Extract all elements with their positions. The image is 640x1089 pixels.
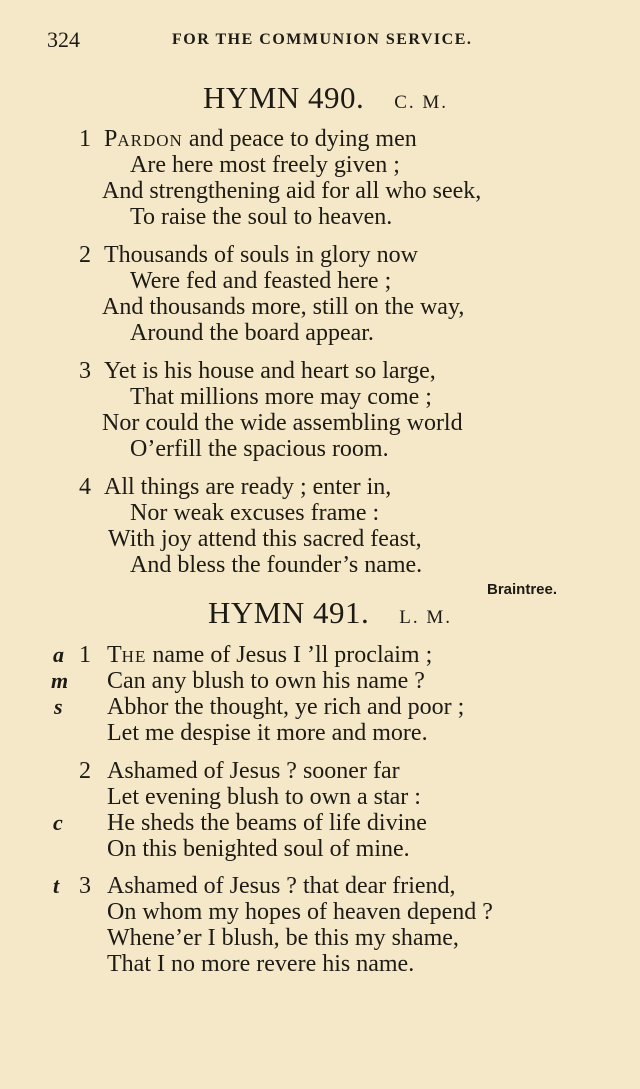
verse-line: On this benighted soul of mine. <box>107 836 410 862</box>
verse-line: Are here most freely given ; <box>130 152 400 178</box>
hymn-491-title <box>208 595 452 631</box>
verse-line: Can any blush to own his name ? <box>107 668 425 694</box>
verse-line: Around the board appear. <box>130 320 374 346</box>
verse-number: 1 <box>79 126 91 152</box>
verse-line: All things are ready ; enter in, <box>104 474 392 500</box>
verse-line: On whom my hopes of heaven depend ? <box>107 899 493 925</box>
hymn-491-number: HYMN 491. <box>208 595 370 630</box>
verse-line: Let me despise it more and more. <box>107 720 428 746</box>
verse-line: Whene’er I blush, be this my shame, <box>107 925 459 951</box>
verse-line: With joy attend this sacred feast, <box>108 526 422 552</box>
hymn-490-meter: C. M. <box>394 92 449 113</box>
expression-mark: t <box>53 873 60 898</box>
verse-line: To raise the soul to heaven. <box>130 204 393 230</box>
verse-line: Abhor the thought, ye rich and poor ; <box>107 694 465 720</box>
verse-line: That millions more may come ; <box>130 384 432 410</box>
tune-name: Braintree. <box>487 581 558 598</box>
verse-number: 3 <box>79 873 91 899</box>
verse-number: 3 <box>79 358 91 384</box>
verse-line: Were fed and feasted here ; <box>130 268 392 294</box>
verse-line: Yet is his house and heart so large, <box>104 358 436 384</box>
expression-mark: a <box>53 642 64 667</box>
verse-line: And thousands more, still on the way, <box>102 294 465 320</box>
running-title: FOR THE COMMUNION SERVICE. <box>172 31 473 48</box>
verse-line: Thousands of souls in glory now <box>104 242 418 268</box>
verse-line: Nor could the wide assembling world <box>102 410 463 436</box>
verse-line: THE name of Jesus I ’ll proclaim ; <box>107 642 433 668</box>
verse-number: 2 <box>79 758 91 784</box>
page-number: 324 <box>47 27 80 52</box>
hymn-491-meter: L. M. <box>399 607 452 628</box>
verse-line: O’erfill the spacious room. <box>130 436 389 462</box>
verse-number: 1 <box>79 642 91 668</box>
verse-line: And strengthening aid for all who seek, <box>102 178 482 204</box>
verse-line: Let evening blush to own a star : <box>107 784 421 810</box>
verse-line: That I no more revere his name. <box>107 951 415 977</box>
verse-line: Nor weak excuses frame : <box>130 500 380 526</box>
hymn-490-number: HYMN 490. <box>203 80 365 115</box>
verse-line: And bless the founder’s name. <box>130 552 423 578</box>
expression-mark: m <box>51 668 69 693</box>
verse-number: 2 <box>79 242 91 268</box>
verse-line: Ashamed of Jesus ? that dear friend, <box>107 873 456 899</box>
verse-number: 4 <box>79 474 91 500</box>
verse-line: He sheds the beams of life divine <box>107 810 427 836</box>
verse-line: Ashamed of Jesus ? sooner far <box>107 758 400 784</box>
hymn-490-title <box>203 80 448 116</box>
verse-line: PARDON and peace to dying men <box>104 126 417 152</box>
expression-mark: c <box>53 810 63 835</box>
expression-mark: s <box>54 694 63 719</box>
